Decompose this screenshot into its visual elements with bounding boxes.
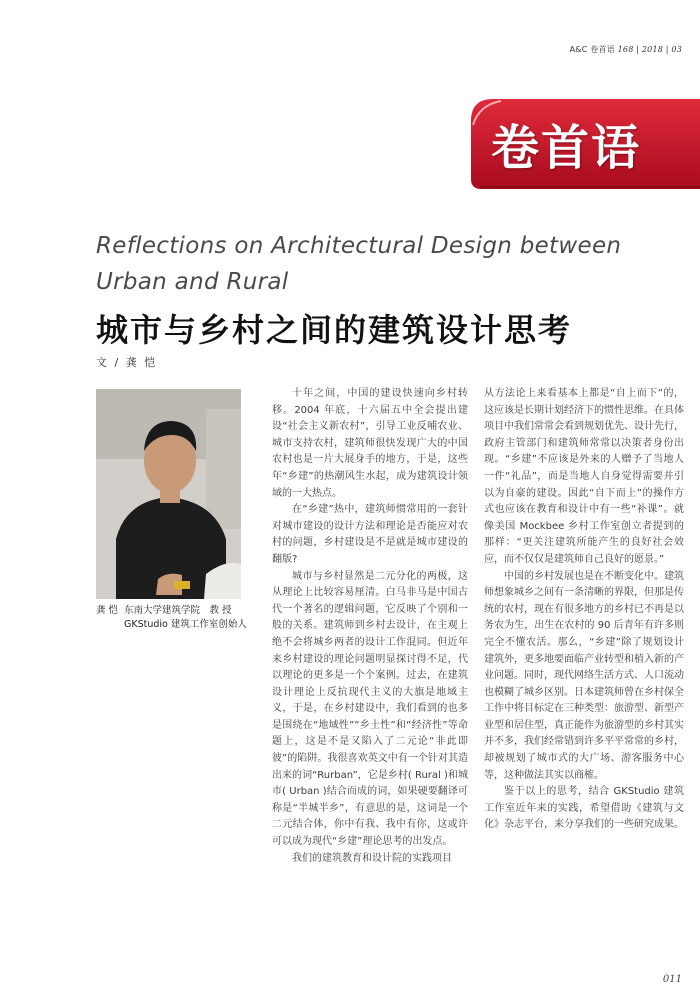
portrait-image bbox=[96, 389, 241, 599]
portrait-caption bbox=[96, 604, 266, 632]
paragraph: 在“乡建”热中，建筑师惯常用的一套针对城市建设的设计方法和理论是否能应对农村的问题，乡村建设是不是就是城市建设的翻版? bbox=[272, 504, 468, 565]
caption-author-name: 龚 恺 bbox=[96, 605, 119, 616]
running-header bbox=[570, 44, 682, 55]
paragraph: 十年之间，中国的建设快速向乡村转移。2004 年底，十六届五中全会提出建设“社会主义新农村”，引导工业反哺农业、城市支持农村，建筑师很快发现广大的中国农村也是一片大展身手的地方，于是，这些年“乡建”的热潮风生水起，成为建筑设计领域的一大热点。 bbox=[272, 388, 468, 499]
author-portrait bbox=[96, 389, 241, 599]
paragraph: 城市与乡村显然是二元分化的两极，这从理论上比较容易厘清。白马非马是中国古代一个著名的逻辑问题，它反映了个别和一般的关系。建筑师到乡村去设计，在主观上绝不会将城乡两者的设计工作混同。但近年来乡村建设的理论问题明显探讨得不足，代以理论的更多是一个个案例。过去，在建筑设计理论上反抗现代主义的大旗是地域主义，于是，在乡村建设中，我们看到的也多是围绕在“地域性”“乡土性”和“经济性”等命题上，这是不是又陷入了二元论“非此即彼”的陷阱。我很喜欢英文中有一个针对其造出来的词“Rurban”，它是乡村( Rural )和城市( Urban )结合而成的词，如果硬要翻译可称是“半城半乡”，有意思的是，这词是一个二元结合体，你中有我、我中有你，这或许可以成为现代“乡建”理论思考的出发点。 bbox=[272, 570, 468, 848]
journal-label: A&C 卷首语 bbox=[569, 45, 615, 54]
paragraph: 鉴于以上的思考，结合 GKStudio 建筑工作室近年来的实践，希望借助《建筑与文化》杂志平台，来分享我们的一些研究成果。 bbox=[484, 786, 684, 831]
body-column-left bbox=[272, 386, 468, 867]
author-byline: 文 / 龚 恺 bbox=[96, 356, 158, 369]
section-banner bbox=[467, 95, 700, 193]
chinese-title: 城市与乡村之间的建筑设计思考 bbox=[96, 311, 573, 349]
caption-studio: GKStudio 建筑工作室创始人 bbox=[124, 619, 247, 630]
banner-label: 卷首语 bbox=[491, 120, 642, 176]
paragraph: 我们的建筑教育和设计院的实践项目 bbox=[292, 852, 452, 864]
issue-info: 168 | 2018 | 03 bbox=[617, 45, 682, 54]
paragraph: 中国的乡村发展也是在不断变化中。建筑师想象城乡之间有一条清晰的界限，但那是传统的农村，现在有很多地方的乡村已不再是以务农为生，出生在农村的 90 后青年有许多则完全不懂农活。那么，“乡建”除了规划设计建筑外，更多地要面临产业转型和植入新的产业问题。同时，现代网络生活方式、人口流动也模糊了城乡区别。日本建筑师曾在乡村保全工作中将目标定在三种类型：旅游型、新型产业型和居住型，真正能作为旅游型的乡村其实并不多，我们经常错到许多平平常常的乡村，却被规划了城市式的大广场、游客服务中心等，这种做法其实以商榷。 bbox=[484, 570, 684, 781]
caption-affiliation: 东南大学建筑学院 教 授 bbox=[124, 605, 232, 616]
paragraph: 从方法论上来看基本上都是“自上而下”的，这应该是长期计划经济下的惯性思维。在具体项目中我们常常会看到规划优先、设计先行，政府主管部门和建筑师常常以决策者身份出现。“乡建”不应该是外来的人赠予了当地人一件“礼品”，而是当地人自身觉得需要并引以为自豪的建设。因此“自下而上”的操作方式也应该在教育和设计中有一些“补课”。就像美国 Mockbee 乡村工作室创立者提到的那样：“更关注建筑所能产生的良好社会效应，而不仅仅是建筑师自己良好的愿景。” bbox=[484, 388, 684, 565]
english-title: Reflections on Architectural Design between Urban and Rural bbox=[96, 233, 622, 295]
body-column-right bbox=[484, 386, 684, 834]
page-number: 011 bbox=[662, 974, 682, 985]
